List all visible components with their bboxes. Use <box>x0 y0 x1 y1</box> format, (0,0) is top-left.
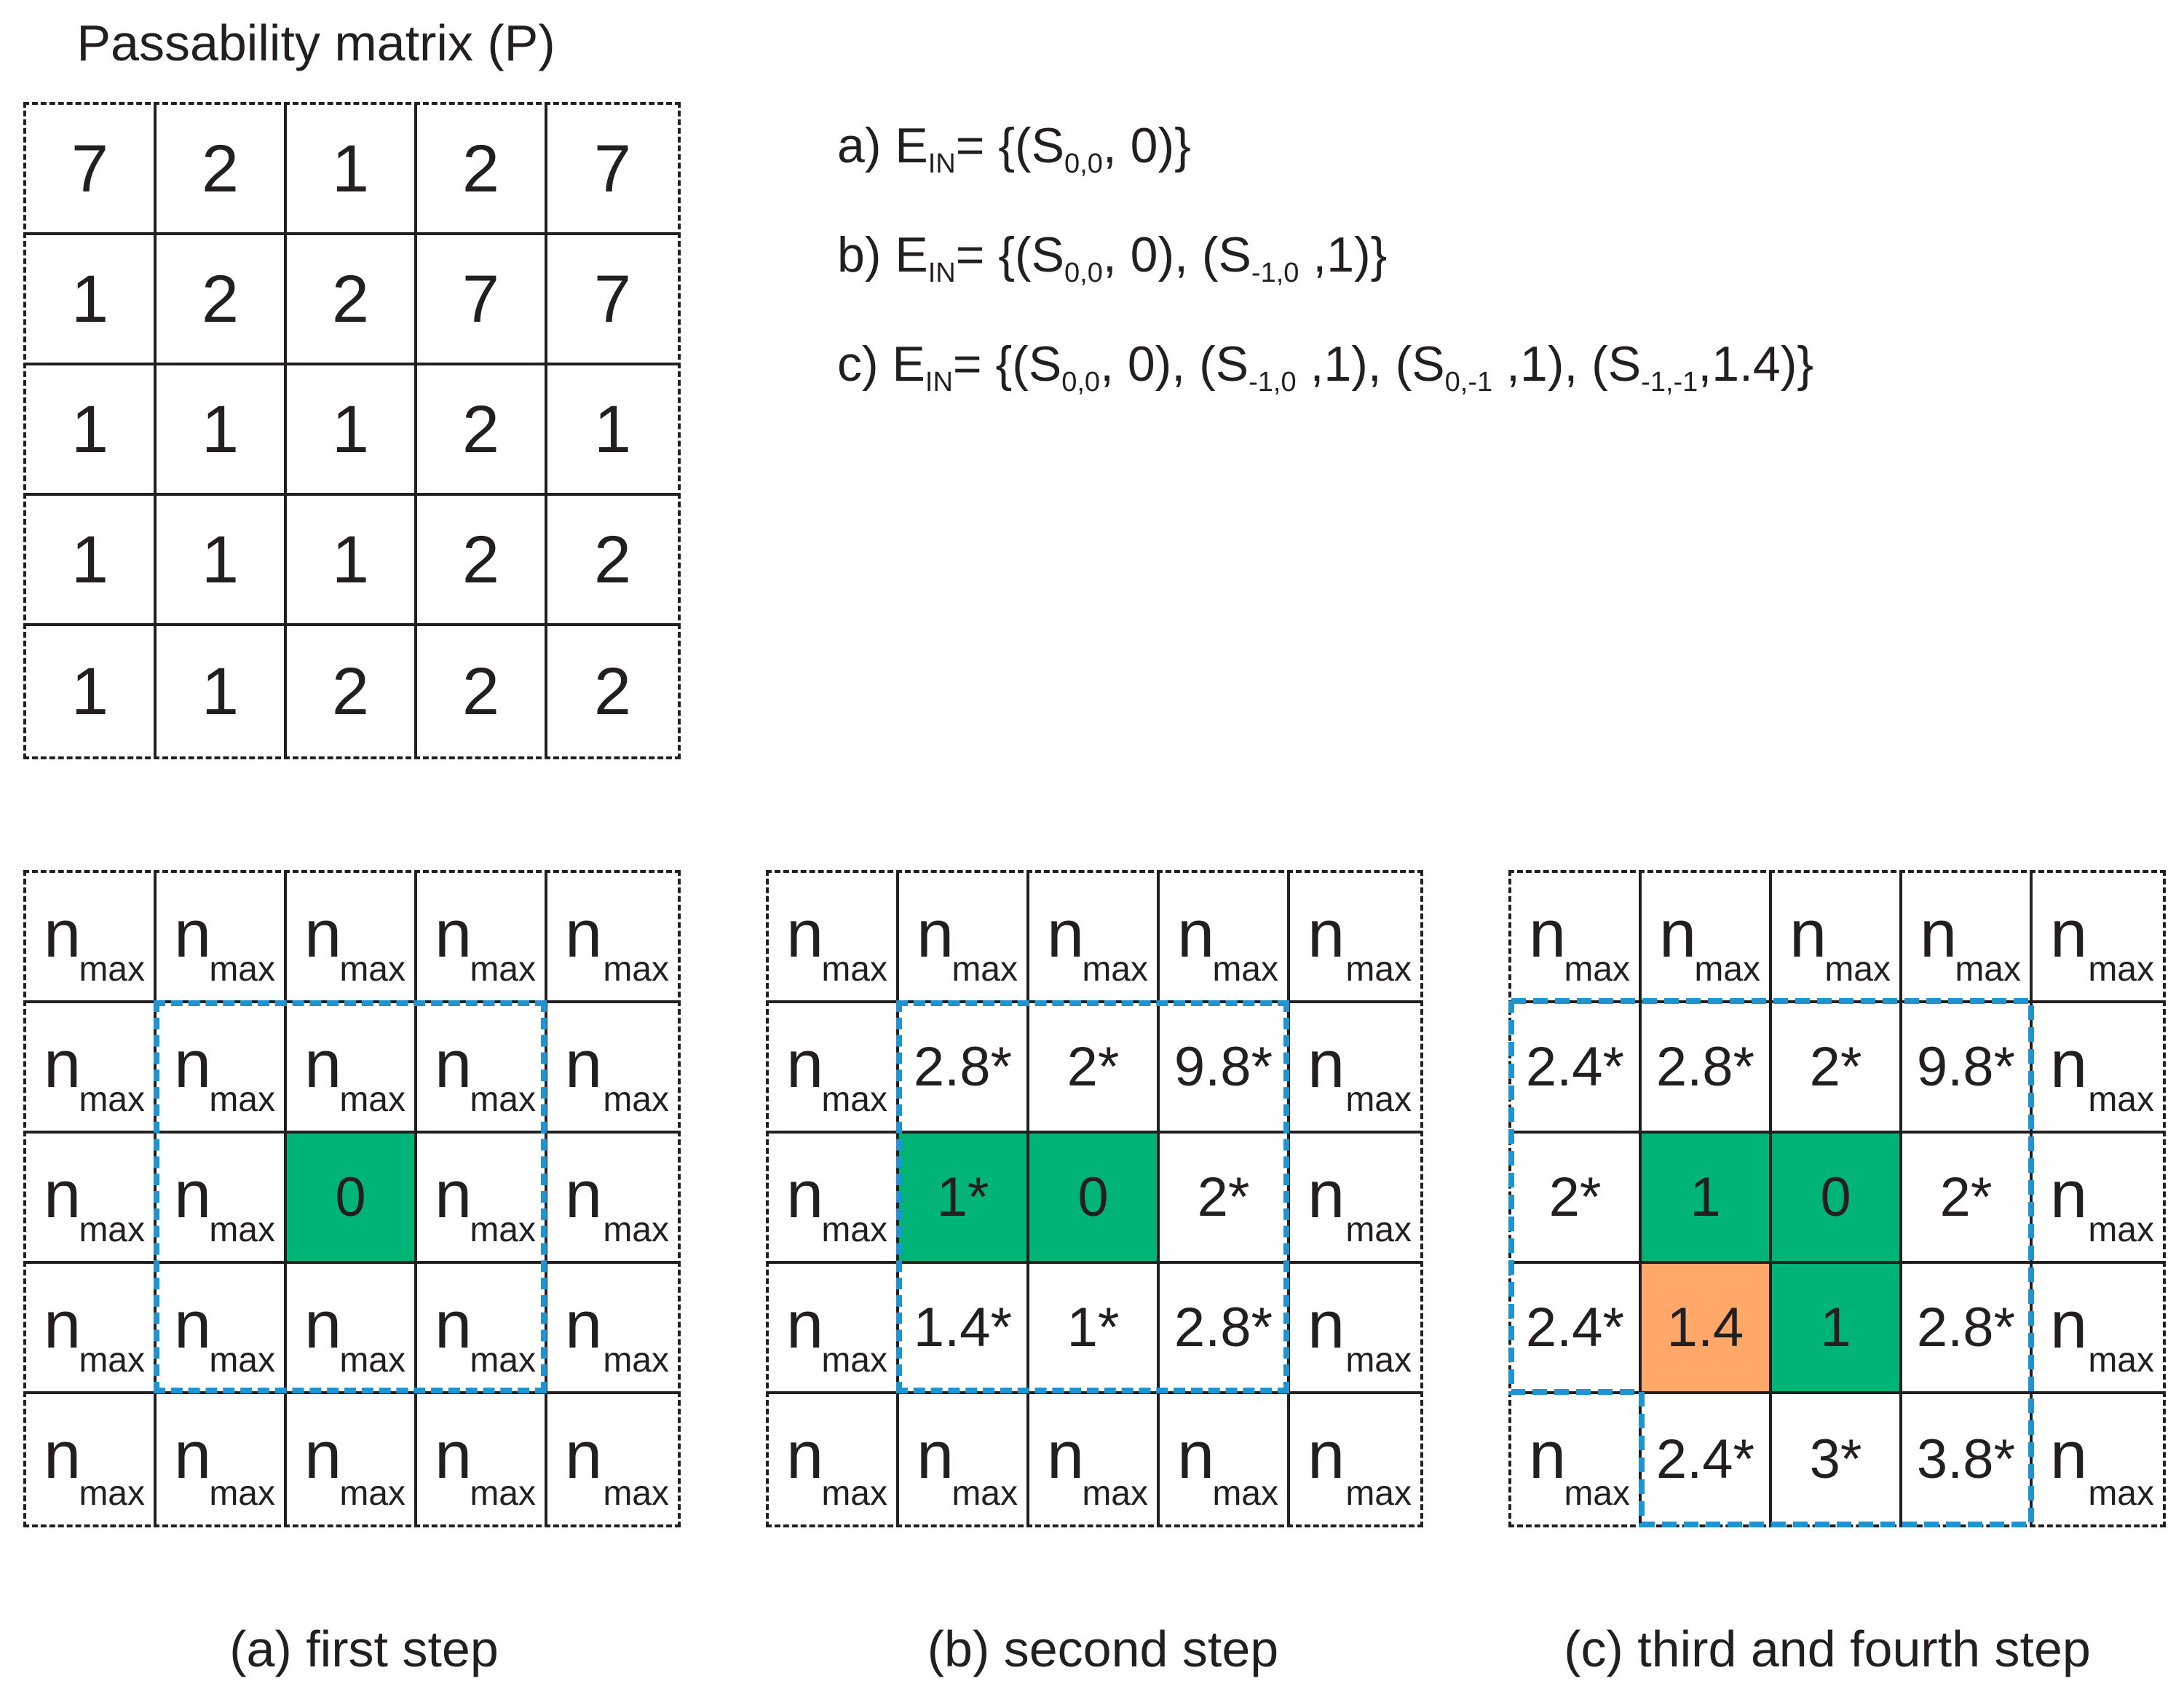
grid-cell <box>1290 1264 1420 1394</box>
grid-cell <box>899 1394 1029 1524</box>
grid-cell <box>547 873 678 1003</box>
grid-cell <box>1511 1264 1642 1394</box>
nmax-subscript: max <box>470 950 536 989</box>
grid-cell <box>26 365 157 496</box>
grid-cell <box>1290 1134 1420 1264</box>
grid-cell <box>417 365 547 496</box>
grid-cell <box>1511 1134 1642 1264</box>
nmax-n: n <box>786 1027 824 1101</box>
grid-cell <box>157 1394 287 1524</box>
nmax-subscript: max <box>1345 1341 1412 1380</box>
equation-subscript: -1,0 <box>1249 367 1297 397</box>
passability-value: 2 <box>462 392 500 467</box>
cost-value: 0 <box>1077 1166 1109 1228</box>
nmax-n: n <box>786 1418 824 1492</box>
equation-a <box>837 116 1191 179</box>
grid-cell <box>547 365 678 496</box>
grid-cell <box>1511 1003 1642 1134</box>
grid-cell <box>547 1264 678 1394</box>
grid-cell <box>1290 873 1420 1003</box>
nmax-subscript: max <box>209 1080 275 1119</box>
grid-cell <box>769 1003 899 1134</box>
nmax-subscript: max <box>79 1080 145 1119</box>
nmax-subscript: max <box>2088 1474 2154 1513</box>
nmax-subscript: max <box>79 1211 145 1249</box>
grid-cell <box>417 105 547 235</box>
nmax-subscript: max <box>1345 1474 1412 1513</box>
nmax-subscript: max <box>209 1341 275 1380</box>
equation-b <box>837 226 1388 288</box>
nmax-n: n <box>435 1027 472 1101</box>
nmax-subscript: max <box>821 950 887 989</box>
grid-cell <box>1772 1003 1902 1134</box>
equation-text: ,1)} <box>1299 227 1388 282</box>
nmax-n: n <box>174 1158 212 1232</box>
nmax-n: n <box>1177 1418 1215 1492</box>
cost-value: 2.4* <box>1525 1296 1625 1358</box>
nmax-subscript: max <box>951 950 1018 989</box>
grid-cell <box>1160 1394 1290 1524</box>
nmax-n: n <box>304 1027 342 1101</box>
cost-value: 3.8* <box>1916 1428 2016 1490</box>
nmax-n: n <box>1659 897 1697 971</box>
grid-cell <box>1902 1003 2033 1134</box>
nmax-subscript: max <box>1212 950 1278 989</box>
nmax-subscript: max <box>821 1474 887 1513</box>
equation-text: a) E <box>837 118 928 173</box>
grid-cell <box>547 1003 678 1134</box>
nmax-n: n <box>174 1288 212 1362</box>
passability-value: 7 <box>593 261 632 336</box>
nmax-subscript: max <box>470 1211 536 1249</box>
nmax-subscript: max <box>470 1341 536 1380</box>
nmax-subscript: max <box>339 950 405 989</box>
grid-cell <box>157 105 287 235</box>
caption-third-fourth-step: (c) third and fourth step <box>1564 1621 2091 1677</box>
nmax-subscript: max <box>1212 1474 1278 1513</box>
nmax-subscript: max <box>339 1474 405 1513</box>
nmax-subscript: max <box>1082 1474 1148 1513</box>
grid-cell <box>1642 873 1772 1003</box>
equation-text: ,1), (S <box>1296 336 1445 392</box>
grid-cell <box>26 235 157 365</box>
grid-cell <box>157 873 287 1003</box>
grid-cell <box>769 873 899 1003</box>
cost-value: 2.8* <box>913 1035 1013 1098</box>
nmax-subscript: max <box>603 1080 669 1119</box>
grid-cell <box>157 626 287 756</box>
equation-subscript: IN <box>925 367 953 397</box>
nmax-n: n <box>1789 897 1827 971</box>
caption-first-step: (a) first step <box>229 1621 499 1677</box>
grid-cell <box>417 235 547 365</box>
equation-subscript: IN <box>927 149 956 179</box>
grid-cell <box>157 235 287 365</box>
grid-cell <box>26 873 157 1003</box>
caption-second-step: (b) second step <box>927 1621 1279 1677</box>
grid-cell <box>769 1264 899 1394</box>
nmax-n: n <box>174 897 212 971</box>
grid-cell <box>1029 1394 1160 1524</box>
grid-cell <box>1160 873 1290 1003</box>
passability-value: 2 <box>593 522 632 597</box>
grid-cell <box>157 1264 287 1394</box>
grid-cell <box>417 1394 547 1524</box>
cost-value: 2* <box>1067 1035 1120 1098</box>
grid-cell <box>547 626 678 756</box>
nmax-subscript: max <box>339 1080 405 1119</box>
equation-text: , 0)} <box>1102 118 1191 173</box>
grid-cell <box>417 626 547 756</box>
passability-value: 1 <box>71 522 109 597</box>
passability-value: 2 <box>462 654 500 729</box>
passability-matrix-title: Passability matrix (P) <box>76 15 555 71</box>
grid-cell <box>1029 1134 1160 1264</box>
nmax-subscript: max <box>1345 1080 1412 1119</box>
cost-value: 2.8* <box>1174 1296 1273 1358</box>
cost-value: 1.4* <box>913 1296 1013 1358</box>
grid-cell <box>2033 1394 2163 1524</box>
grid-cell <box>1902 1134 2033 1264</box>
grid-cell <box>287 105 417 235</box>
grid-cell <box>899 1264 1029 1394</box>
passability-value: 1 <box>71 261 109 336</box>
nmax-n: n <box>44 1418 82 1492</box>
nmax-n: n <box>2050 1027 2088 1101</box>
nmax-n: n <box>2050 1288 2088 1362</box>
nmax-n: n <box>435 1418 472 1492</box>
nmax-subscript: max <box>209 1474 275 1513</box>
equation-text: = {(S <box>952 336 1062 392</box>
grid-cell <box>2033 1003 2163 1134</box>
equation-subscript: IN <box>927 258 956 288</box>
nmax-n: n <box>1307 897 1345 971</box>
equation-text: c) E <box>837 336 925 392</box>
nmax-n: n <box>2050 897 2088 971</box>
grid-cell <box>769 1134 899 1264</box>
cost-value: 1* <box>936 1166 989 1228</box>
cost-value: 1.4 <box>1666 1296 1744 1358</box>
grid-cell <box>26 1394 157 1524</box>
grid-cell <box>157 496 287 626</box>
equation-text: = {(S <box>955 118 1065 173</box>
nmax-n: n <box>565 897 603 971</box>
grid-cell <box>1902 873 2033 1003</box>
grid-cell <box>1290 1003 1420 1134</box>
grid-cell <box>1511 873 1642 1003</box>
nmax-n: n <box>1177 897 1215 971</box>
nmax-subscript: max <box>209 950 275 989</box>
passability-value: 7 <box>71 131 109 206</box>
grid-cell <box>1290 1394 1420 1524</box>
nmax-n: n <box>174 1418 212 1492</box>
equation-subscript: 0,0 <box>1061 367 1101 397</box>
nmax-n: n <box>1529 1418 1567 1492</box>
grid-cell <box>547 235 678 365</box>
nmax-subscript: max <box>2088 950 2154 989</box>
nmax-n: n <box>1920 897 1958 971</box>
passability-value: 2 <box>462 131 500 206</box>
cost-value: 2.8* <box>1655 1035 1755 1098</box>
grid-cell <box>287 626 417 756</box>
equation-text: , 0), (S <box>1102 227 1251 282</box>
grid-cell <box>26 626 157 756</box>
grid-cell <box>2033 1134 2163 1264</box>
grid-cell <box>157 365 287 496</box>
equation-subscript: 0,0 <box>1064 149 1103 179</box>
grid-cell <box>26 496 157 626</box>
grid-cell <box>1772 1134 1902 1264</box>
nmax-n: n <box>565 1027 603 1101</box>
nmax-n: n <box>786 897 824 971</box>
nmax-subscript: max <box>1345 1211 1412 1249</box>
nmax-subscript: max <box>79 950 145 989</box>
nmax-subscript: max <box>2088 1211 2154 1249</box>
nmax-n: n <box>1307 1418 1345 1492</box>
nmax-subscript: max <box>951 1474 1018 1513</box>
nmax-subscript: max <box>603 1474 669 1513</box>
nmax-n: n <box>44 1158 82 1232</box>
equation-subscript: -1,-1 <box>1641 367 1698 397</box>
nmax-n: n <box>1047 897 1085 971</box>
nmax-subscript: max <box>1955 950 2021 989</box>
passability-value: 2 <box>331 261 370 336</box>
grid-cell <box>1772 873 1902 1003</box>
cost-value: 2* <box>1197 1166 1250 1228</box>
step-grid-second <box>766 870 1423 1527</box>
grid-cell <box>1642 1394 1772 1524</box>
equation-text: ,1.4)} <box>1698 336 1814 392</box>
cost-value: 2* <box>1548 1166 1602 1228</box>
nmax-subscript: max <box>1082 950 1148 989</box>
grid-cell <box>547 105 678 235</box>
passability-value: 1 <box>331 392 370 467</box>
nmax-n: n <box>2050 1418 2088 1492</box>
cost-value: 2.4* <box>1655 1428 1755 1490</box>
grid-cell <box>287 365 417 496</box>
grid-cell <box>769 1394 899 1524</box>
grid-cell <box>287 496 417 626</box>
grid-cell <box>899 1003 1029 1134</box>
grid-cell <box>1642 1264 1772 1394</box>
grid-cell <box>26 105 157 235</box>
grid-cell <box>287 873 417 1003</box>
nmax-subscript: max <box>603 1211 669 1249</box>
cost-value: 2* <box>1939 1166 1993 1228</box>
grid-cell <box>26 1003 157 1134</box>
nmax-subscript: max <box>821 1211 887 1249</box>
passability-value: 2 <box>331 654 370 729</box>
cost-value: 1 <box>1820 1296 1851 1358</box>
grid-cell <box>26 1264 157 1394</box>
cost-value: 1* <box>1067 1296 1120 1358</box>
grid-cell <box>417 1003 547 1134</box>
grid-cell <box>417 873 547 1003</box>
nmax-n: n <box>565 1418 603 1492</box>
grid-cell <box>1642 1003 1772 1134</box>
grid-cell <box>26 1134 157 1264</box>
passability-value: 1 <box>201 392 240 467</box>
nmax-n: n <box>304 897 342 971</box>
nmax-subscript: max <box>1564 1474 1630 1513</box>
equation-text: b) E <box>837 227 928 282</box>
grid-cell <box>1160 1003 1290 1134</box>
nmax-subscript: max <box>821 1080 887 1119</box>
equation-subscript: 0,0 <box>1064 258 1103 288</box>
nmax-subscript: max <box>603 950 669 989</box>
nmax-n: n <box>917 897 954 971</box>
passability-value: 1 <box>331 131 370 206</box>
equation-c <box>837 335 1814 397</box>
cost-value: 9.8* <box>1174 1035 1273 1098</box>
equation-text: = {(S <box>955 227 1065 282</box>
nmax-subscript: max <box>1694 950 1760 989</box>
nmax-subscript: max <box>339 1341 405 1380</box>
grid-cell <box>2033 1264 2163 1394</box>
grid-cell <box>1029 1264 1160 1394</box>
grid-cell <box>287 235 417 365</box>
cost-value: 2* <box>1809 1035 1862 1098</box>
step-grid-first <box>23 870 681 1527</box>
nmax-n: n <box>435 897 472 971</box>
grid-cell <box>157 1134 287 1264</box>
nmax-n: n <box>435 1158 472 1232</box>
passability-value: 1 <box>71 654 109 729</box>
equation-subscript: -1,0 <box>1251 258 1299 288</box>
grid-cell <box>547 1394 678 1524</box>
nmax-subscript: max <box>1345 950 1412 989</box>
cost-value: 0 <box>1820 1166 1851 1228</box>
cost-value: 9.8* <box>1916 1035 2016 1098</box>
nmax-subscript: max <box>821 1341 887 1380</box>
nmax-subscript: max <box>2088 1080 2154 1119</box>
grid-cell <box>2033 873 2163 1003</box>
passability-value: 7 <box>462 261 500 336</box>
grid-cell <box>1902 1394 2033 1524</box>
nmax-subscript: max <box>1824 950 1891 989</box>
nmax-n: n <box>1307 1027 1345 1101</box>
passability-matrix-grid <box>23 102 681 759</box>
nmax-n: n <box>1529 897 1567 971</box>
nmax-n: n <box>917 1418 954 1492</box>
passability-value: 7 <box>593 131 632 206</box>
passability-value: 2 <box>593 654 632 729</box>
equation-subscript: 0,-1 <box>1444 367 1493 397</box>
nmax-subscript: max <box>79 1341 145 1380</box>
nmax-n: n <box>44 1027 82 1101</box>
grid-cell <box>1772 1264 1902 1394</box>
grid-cell <box>417 496 547 626</box>
grid-cell <box>1160 1264 1290 1394</box>
grid-cell <box>899 1134 1029 1264</box>
passability-value: 2 <box>201 261 240 336</box>
nmax-subscript: max <box>470 1474 536 1513</box>
equation-text: , 0), (S <box>1100 336 1249 392</box>
grid-cell <box>287 1394 417 1524</box>
nmax-n: n <box>44 897 82 971</box>
cost-value: 3* <box>1809 1428 1862 1490</box>
cost-value: 1 <box>1690 1166 1721 1228</box>
nmax-subscript: max <box>470 1080 536 1119</box>
nmax-n: n <box>1307 1158 1345 1232</box>
cost-value: 0 <box>335 1166 366 1228</box>
grid-cell <box>287 1134 417 1264</box>
grid-cell <box>287 1003 417 1134</box>
passability-value: 1 <box>201 654 240 729</box>
nmax-n: n <box>786 1158 824 1232</box>
nmax-n: n <box>304 1288 342 1362</box>
nmax-n: n <box>786 1288 824 1362</box>
grid-cell <box>287 1264 417 1394</box>
grid-cell <box>1029 1003 1160 1134</box>
grid-cell <box>1511 1394 1642 1524</box>
grid-cell <box>1029 873 1160 1003</box>
passability-value: 1 <box>593 392 632 467</box>
nmax-n: n <box>435 1288 472 1362</box>
cost-value: 2.4* <box>1525 1035 1625 1098</box>
grid-cell <box>1772 1394 1902 1524</box>
nmax-n: n <box>565 1158 603 1232</box>
nmax-n: n <box>44 1288 82 1362</box>
nmax-n: n <box>174 1027 212 1101</box>
nmax-subscript: max <box>79 1474 145 1513</box>
passability-value: 1 <box>71 392 109 467</box>
nmax-subscript: max <box>1564 950 1630 989</box>
passability-value: 1 <box>201 522 240 597</box>
equation-text: ,1), (S <box>1492 336 1642 392</box>
nmax-n: n <box>1307 1288 1345 1362</box>
nmax-n: n <box>2050 1158 2088 1232</box>
passability-value: 2 <box>462 522 500 597</box>
nmax-subscript: max <box>2088 1341 2154 1380</box>
grid-cell <box>547 1134 678 1264</box>
nmax-subscript: max <box>603 1341 669 1380</box>
cost-value: 2.8* <box>1916 1296 2016 1358</box>
step-grid-third-fourth <box>1508 870 2166 1527</box>
passability-value: 2 <box>201 131 240 206</box>
grid-cell <box>1160 1134 1290 1264</box>
grid-cell <box>1642 1134 1772 1264</box>
nmax-n: n <box>1047 1418 1085 1492</box>
grid-cell <box>899 873 1029 1003</box>
grid-cell <box>417 1264 547 1394</box>
nmax-subscript: max <box>209 1211 275 1249</box>
grid-cell <box>1902 1264 2033 1394</box>
grid-cell <box>157 1003 287 1134</box>
grid-cell <box>417 1134 547 1264</box>
grid-cell <box>547 496 678 626</box>
passability-value: 1 <box>331 522 370 597</box>
nmax-n: n <box>565 1288 603 1362</box>
nmax-n: n <box>304 1418 342 1492</box>
